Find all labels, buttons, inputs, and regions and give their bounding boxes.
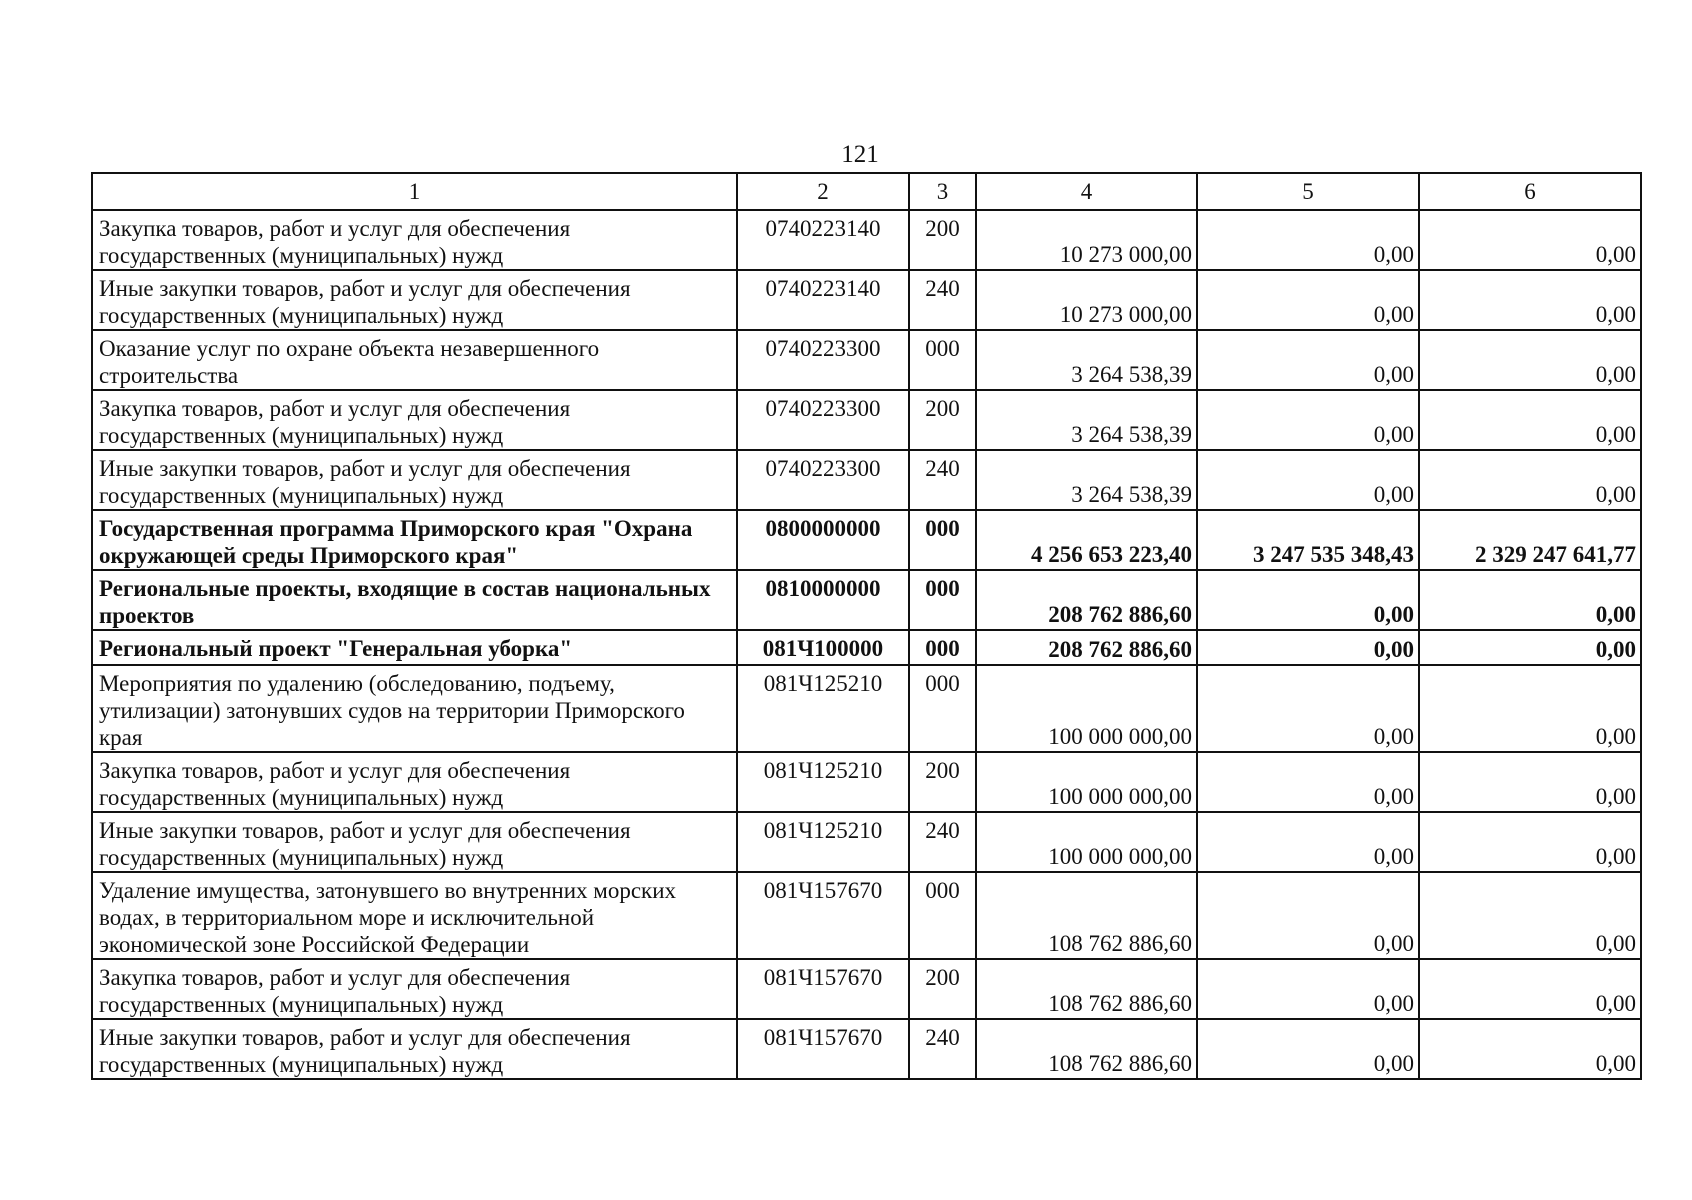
table-row xyxy=(92,630,1641,665)
table-row xyxy=(92,210,1641,270)
row-value-col4: 100 000 000,00 xyxy=(976,752,1197,812)
row-value-col5: 3 247 535 348,43 xyxy=(1197,510,1419,570)
row-value-col5: 0,00 xyxy=(1197,450,1419,510)
row-name-cell: Удаление имущества, затонувшего во внутренних морских водах, в территориальном море и исключительной экономической зоне Российской Федерации xyxy=(92,872,737,959)
row-value-col5: 0,00 xyxy=(1197,752,1419,812)
row-value-col5: 0,00 xyxy=(1197,630,1419,665)
row-value-col6: 0,00 xyxy=(1419,390,1641,450)
row-value-col4: 208 762 886,60 xyxy=(976,630,1197,665)
row-type-cell: 240 xyxy=(909,270,976,330)
column-header-row xyxy=(92,173,1641,210)
row-value-col4: 108 762 886,60 xyxy=(976,872,1197,959)
row-code-cell: 0810000000 xyxy=(737,570,909,630)
row-value-col6: 2 329 247 641,77 xyxy=(1419,510,1641,570)
row-type-cell: 000 xyxy=(909,872,976,959)
row-code-cell: 0740223140 xyxy=(737,270,909,330)
table-row xyxy=(92,330,1641,390)
row-code-cell: 081Ч100000 xyxy=(737,630,909,665)
row-type-cell: 240 xyxy=(909,1019,976,1079)
row-type-cell: 200 xyxy=(909,959,976,1019)
budget-table xyxy=(91,172,1642,1080)
row-value-col6: 0,00 xyxy=(1419,270,1641,330)
row-name-cell: Закупка товаров, работ и услуг для обеспечения государственных (муниципальных) нужд xyxy=(92,210,737,270)
row-name-cell: Закупка товаров, работ и услуг для обеспечения государственных (муниципальных) нужд xyxy=(92,959,737,1019)
row-code-cell: 081Ч157670 xyxy=(737,959,909,1019)
row-value-col4: 100 000 000,00 xyxy=(976,812,1197,872)
row-type-cell: 000 xyxy=(909,665,976,752)
row-value-col4: 100 000 000,00 xyxy=(976,665,1197,752)
table-row xyxy=(92,872,1641,959)
row-value-col6: 0,00 xyxy=(1419,570,1641,630)
row-type-cell: 000 xyxy=(909,510,976,570)
row-value-col5: 0,00 xyxy=(1197,390,1419,450)
row-value-col6: 0,00 xyxy=(1419,812,1641,872)
row-value-col6: 0,00 xyxy=(1419,752,1641,812)
budget-table-body xyxy=(92,173,1641,1079)
row-value-col6: 0,00 xyxy=(1419,665,1641,752)
row-name-cell: Иные закупки товаров, работ и услуг для обеспечения государственных (муниципальных) нужд xyxy=(92,450,737,510)
table-row xyxy=(92,270,1641,330)
column-header-1: 1 xyxy=(92,173,737,210)
row-value-col5: 0,00 xyxy=(1197,210,1419,270)
row-value-col6: 0,00 xyxy=(1419,959,1641,1019)
row-value-col5: 0,00 xyxy=(1197,812,1419,872)
row-type-cell: 200 xyxy=(909,210,976,270)
row-name-cell: Мероприятия по удалению (обследованию, подъему, утилизации) затонувших судов на территории Приморского края xyxy=(92,665,737,752)
row-type-cell: 240 xyxy=(909,812,976,872)
row-value-col5: 0,00 xyxy=(1197,665,1419,752)
row-code-cell: 0740223140 xyxy=(737,210,909,270)
table-row xyxy=(92,959,1641,1019)
row-type-cell: 240 xyxy=(909,450,976,510)
row-name-cell: Закупка товаров, работ и услуг для обеспечения государственных (муниципальных) нужд xyxy=(92,390,737,450)
row-name-cell: Закупка товаров, работ и услуг для обеспечения государственных (муниципальных) нужд xyxy=(92,752,737,812)
table-row xyxy=(92,450,1641,510)
row-name-cell: Иные закупки товаров, работ и услуг для обеспечения государственных (муниципальных) нужд xyxy=(92,1019,737,1079)
row-code-cell: 0740223300 xyxy=(737,450,909,510)
row-value-col4: 108 762 886,60 xyxy=(976,959,1197,1019)
row-value-col4: 4 256 653 223,40 xyxy=(976,510,1197,570)
row-code-cell: 081Ч157670 xyxy=(737,1019,909,1079)
column-header-6: 6 xyxy=(1419,173,1641,210)
row-value-col5: 0,00 xyxy=(1197,330,1419,390)
row-value-col6: 0,00 xyxy=(1419,1019,1641,1079)
row-type-cell: 000 xyxy=(909,630,976,665)
row-value-col4: 3 264 538,39 xyxy=(976,330,1197,390)
row-value-col4: 3 264 538,39 xyxy=(976,450,1197,510)
row-value-col6: 0,00 xyxy=(1419,330,1641,390)
row-name-cell: Региональный проект "Генеральная уборка" xyxy=(92,630,737,665)
table-row xyxy=(92,1019,1641,1079)
row-code-cell: 0800000000 xyxy=(737,510,909,570)
table-row xyxy=(92,510,1641,570)
row-value-col5: 0,00 xyxy=(1197,872,1419,959)
table-row xyxy=(92,752,1641,812)
row-type-cell: 200 xyxy=(909,752,976,812)
table-row xyxy=(92,812,1641,872)
row-name-cell: Региональные проекты, входящие в состав национальных проектов xyxy=(92,570,737,630)
column-header-4: 4 xyxy=(976,173,1197,210)
row-type-cell: 000 xyxy=(909,570,976,630)
row-name-cell: Оказание услуг по охране объекта незавершенного строительства xyxy=(92,330,737,390)
row-code-cell: 081Ч125210 xyxy=(737,812,909,872)
row-value-col5: 0,00 xyxy=(1197,959,1419,1019)
row-value-col4: 3 264 538,39 xyxy=(976,390,1197,450)
row-name-cell: Иные закупки товаров, работ и услуг для обеспечения государственных (муниципальных) нужд xyxy=(92,812,737,872)
row-value-col5: 0,00 xyxy=(1197,570,1419,630)
row-value-col4: 10 273 000,00 xyxy=(976,210,1197,270)
row-value-col4: 108 762 886,60 xyxy=(976,1019,1197,1079)
row-name-cell: Государственная программа Приморского края "Охрана окружающей среды Приморского края" xyxy=(92,510,737,570)
page-number: 121 xyxy=(841,141,879,168)
column-header-2: 2 xyxy=(737,173,909,210)
table-row xyxy=(92,390,1641,450)
row-value-col6: 0,00 xyxy=(1419,630,1641,665)
row-value-col5: 0,00 xyxy=(1197,1019,1419,1079)
row-code-cell: 081Ч125210 xyxy=(737,665,909,752)
row-name-cell: Иные закупки товаров, работ и услуг для обеспечения государственных (муниципальных) нужд xyxy=(92,270,737,330)
table-row xyxy=(92,665,1641,752)
table-row xyxy=(92,570,1641,630)
row-value-col6: 0,00 xyxy=(1419,872,1641,959)
row-value-col6: 0,00 xyxy=(1419,450,1641,510)
row-code-cell: 0740223300 xyxy=(737,390,909,450)
row-type-cell: 200 xyxy=(909,390,976,450)
row-value-col4: 208 762 886,60 xyxy=(976,570,1197,630)
row-code-cell: 081Ч157670 xyxy=(737,872,909,959)
column-header-5: 5 xyxy=(1197,173,1419,210)
row-value-col4: 10 273 000,00 xyxy=(976,270,1197,330)
row-value-col6: 0,00 xyxy=(1419,210,1641,270)
row-value-col5: 0,00 xyxy=(1197,270,1419,330)
column-header-3: 3 xyxy=(909,173,976,210)
row-code-cell: 0740223300 xyxy=(737,330,909,390)
row-code-cell: 081Ч125210 xyxy=(737,752,909,812)
row-type-cell: 000 xyxy=(909,330,976,390)
